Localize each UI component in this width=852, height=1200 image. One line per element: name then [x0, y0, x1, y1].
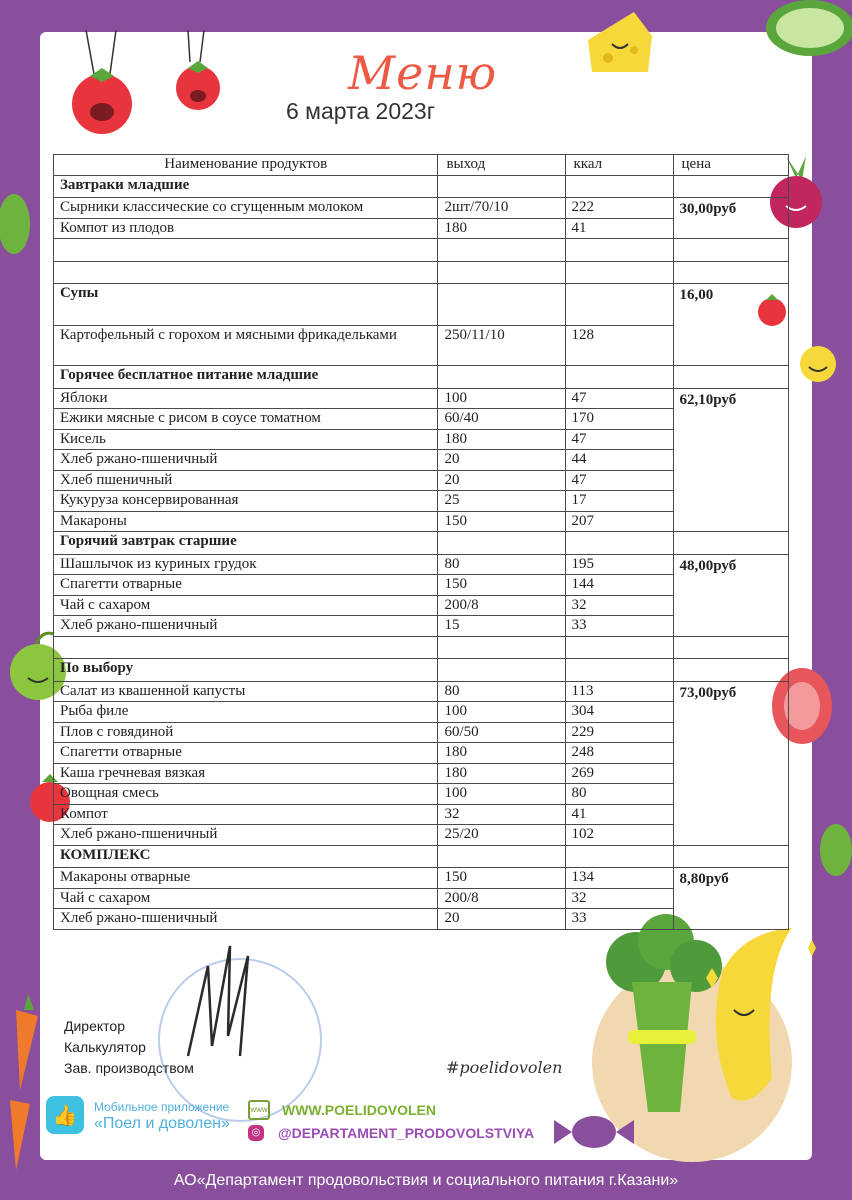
cell-price: 62,10руб — [673, 388, 788, 532]
cell-kcal: 47 — [565, 388, 673, 409]
cell-kcal: 41 — [565, 218, 673, 239]
column-header-price: цена — [673, 155, 788, 176]
cell-kcal: 144 — [565, 575, 673, 596]
cell-output: 32 — [438, 804, 565, 825]
cell-kcal — [565, 239, 673, 262]
cell-output: 150 — [438, 511, 565, 532]
cell-name: Хлеб ржано-пшеничный — [54, 450, 438, 471]
cell-output: 60/50 — [438, 722, 565, 743]
section-row — [54, 175, 789, 198]
green-leaf-illustration — [0, 190, 36, 260]
column-header-output: выход — [438, 155, 565, 176]
cell-kcal: 128 — [565, 326, 673, 366]
cell-kcal: 170 — [565, 409, 673, 430]
cell-kcal: 269 — [565, 763, 673, 784]
social-links — [248, 1098, 534, 1144]
cell-price — [673, 366, 788, 389]
cell-kcal: 32 — [565, 888, 673, 909]
cell-output: 2шт/70/10 — [438, 198, 565, 219]
cell-output — [438, 532, 565, 555]
tomato-characters-illustration — [66, 30, 226, 160]
cell-name: Картофельный с горохом и мясными фрикадельками — [54, 326, 438, 366]
cell-kcal — [565, 636, 673, 659]
hashtag: #poelidovolen — [446, 1058, 563, 1077]
cell-name — [54, 636, 438, 659]
cell-price — [673, 261, 788, 284]
cell-kcal: 17 — [565, 491, 673, 512]
cell-output: 180 — [438, 743, 565, 764]
cell-output — [438, 659, 565, 682]
cell-name: Хлеб ржано-пшеничный — [54, 616, 438, 637]
cell-price: 48,00руб — [673, 554, 788, 636]
cell-output: 25/20 — [438, 825, 565, 846]
cell-kcal: 47 — [565, 470, 673, 491]
cell-output — [438, 261, 565, 284]
cell-output — [438, 239, 565, 262]
menu-table — [53, 154, 789, 930]
cell-price — [673, 659, 788, 682]
empty-row — [54, 636, 789, 659]
section-row — [54, 366, 789, 389]
cell-kcal — [565, 366, 673, 389]
cell-name: Компот — [54, 804, 438, 825]
cell-name: Завтраки младшие — [54, 175, 438, 198]
cell-kcal: 222 — [565, 198, 673, 219]
section-row — [54, 845, 789, 868]
cell-name: Макароны — [54, 511, 438, 532]
cell-kcal: 195 — [565, 554, 673, 575]
cell-kcal: 102 — [565, 825, 673, 846]
cell-name: Спагетти отварные — [54, 743, 438, 764]
candy-illustration — [552, 1106, 638, 1156]
cell-price — [673, 532, 788, 555]
cell-price: 8,80руб — [673, 868, 788, 930]
cell-name: Компот из плодов — [54, 218, 438, 239]
table-row — [54, 554, 789, 575]
cell-kcal: 33 — [565, 616, 673, 637]
menu-table-body — [54, 175, 789, 929]
cell-output — [438, 175, 565, 198]
table-row — [54, 388, 789, 409]
column-header-name: Наименование продуктов — [54, 155, 438, 176]
cell-kcal: 304 — [565, 702, 673, 723]
cell-kcal: 134 — [565, 868, 673, 889]
cell-name: Овощная смесь — [54, 784, 438, 805]
cell-name: Салат из квашенной капусты — [54, 681, 438, 702]
section-row — [54, 284, 789, 326]
table-row — [54, 198, 789, 219]
cell-output: 20 — [438, 909, 565, 930]
cell-name: Яблоки — [54, 388, 438, 409]
cell-output: 15 — [438, 616, 565, 637]
table-row — [54, 681, 789, 702]
cell-kcal: 207 — [565, 511, 673, 532]
cell-name: Хлеб пшеничный — [54, 470, 438, 491]
cheese-character-illustration — [584, 6, 656, 78]
cucumber-slice-illustration — [760, 0, 852, 62]
cell-output: 25 — [438, 491, 565, 512]
cell-output: 80 — [438, 554, 565, 575]
app-label — [94, 1100, 264, 1133]
cell-kcal — [565, 532, 673, 555]
cell-kcal — [565, 261, 673, 284]
cell-kcal — [565, 175, 673, 198]
cell-name: Кукуруза консервированная — [54, 491, 438, 512]
cell-kcal: 80 — [565, 784, 673, 805]
cell-name: Плов с говядиной — [54, 722, 438, 743]
website-link[interactable] — [248, 1098, 534, 1121]
calculator-label: Калькулятор — [64, 1039, 146, 1055]
table-row — [54, 868, 789, 889]
cell-output: 80 — [438, 681, 565, 702]
cell-price — [673, 175, 788, 198]
cell-kcal — [565, 845, 673, 868]
empty-row — [54, 261, 789, 284]
cell-name — [54, 239, 438, 262]
instagram-icon: ◎ — [248, 1125, 264, 1141]
cell-name: КОМПЛЕКС — [54, 845, 438, 868]
cell-output — [438, 845, 565, 868]
instagram-text: @DEPARTAMENT_PRODOVOLSTVIYA — [278, 1124, 535, 1141]
cell-name: Супы — [54, 284, 438, 326]
cell-output: 60/40 — [438, 409, 565, 430]
cell-price — [673, 239, 788, 262]
cell-output — [438, 366, 565, 389]
cell-name: Сырники классические со сгущенным молоком — [54, 198, 438, 219]
app-caption: Мобильное приложение — [94, 1100, 230, 1114]
cell-name: Каша гречневая вязкая — [54, 763, 438, 784]
footer-organization: АО«Департамент продовольствия и социального питания г.Казани» — [173, 1172, 679, 1189]
cell-kcal: 47 — [565, 429, 673, 450]
cell-output: 150 — [438, 868, 565, 889]
cell-output: 100 — [438, 702, 565, 723]
cell-name: Хлеб ржано-пшеничный — [54, 909, 438, 930]
signature-block — [64, 1016, 194, 1079]
cell-name: Спагетти отварные — [54, 575, 438, 596]
cell-kcal: 32 — [565, 595, 673, 616]
cell-kcal: 248 — [565, 743, 673, 764]
cell-kcal — [565, 659, 673, 682]
cell-price: 73,00руб — [673, 681, 788, 845]
cell-name: Горячий завтрак старшие — [54, 532, 438, 555]
smiley-face-illustration — [798, 344, 838, 384]
cell-output: 150 — [438, 575, 565, 596]
cell-price: 16,00 — [673, 284, 788, 366]
cell-output: 180 — [438, 218, 565, 239]
cell-name: Ежики мясные с рисом в соусе томатном — [54, 409, 438, 430]
cell-output: 100 — [438, 388, 565, 409]
cell-output: 20 — [438, 450, 565, 471]
cell-output — [438, 284, 565, 326]
instagram-link[interactable] — [248, 1121, 534, 1144]
cell-name — [54, 261, 438, 284]
cell-output: 180 — [438, 763, 565, 784]
cell-price: 30,00руб — [673, 198, 788, 239]
cell-output: 100 — [438, 784, 565, 805]
cell-output: 180 — [438, 429, 565, 450]
cell-output: 200/8 — [438, 888, 565, 909]
cell-kcal — [565, 284, 673, 326]
cell-output: 250/11/10 — [438, 326, 565, 366]
cell-price — [673, 636, 788, 659]
cell-kcal: 229 — [565, 722, 673, 743]
cell-price — [673, 845, 788, 868]
cell-name: Горячее бесплатное питание младшие — [54, 366, 438, 389]
website-text: WWW.POELIDOVOLEN — [282, 1101, 436, 1118]
section-row — [54, 532, 789, 555]
green-leaf-illustration-2 — [816, 820, 852, 880]
cell-name: Чай с сахаром — [54, 888, 438, 909]
menu-title: Меню — [348, 46, 498, 100]
cell-output — [438, 636, 565, 659]
cell-kcal: 44 — [565, 450, 673, 471]
cell-kcal: 41 — [565, 804, 673, 825]
cell-kcal: 113 — [565, 681, 673, 702]
cell-name: Кисель — [54, 429, 438, 450]
cell-name: Шашлычок из куриных грудок — [54, 554, 438, 575]
cell-name: Хлеб ржано-пшеничный — [54, 825, 438, 846]
director-label: Директор — [64, 1018, 125, 1034]
table-header-row — [54, 155, 789, 176]
cell-name: Чай с сахаром — [54, 595, 438, 616]
cell-output: 20 — [438, 470, 565, 491]
column-header-kcal: ккал — [565, 155, 673, 176]
cell-output: 200/8 — [438, 595, 565, 616]
thumbs-up-icon: 👍 — [46, 1096, 84, 1134]
empty-row — [54, 239, 789, 262]
app-name: «Поел и доволен» — [94, 1115, 230, 1132]
globe-www-icon: www — [248, 1100, 270, 1120]
cell-kcal: 33 — [565, 909, 673, 930]
cell-name: Рыба филе — [54, 702, 438, 723]
production-head-label: Зав. производством — [64, 1060, 194, 1076]
cell-name: Макароны отварные — [54, 868, 438, 889]
section-row — [54, 659, 789, 682]
menu-date: 6 марта 2023г — [286, 98, 436, 124]
cell-name: По выбору — [54, 659, 438, 682]
carrot-characters-illustration — [2, 990, 48, 1180]
